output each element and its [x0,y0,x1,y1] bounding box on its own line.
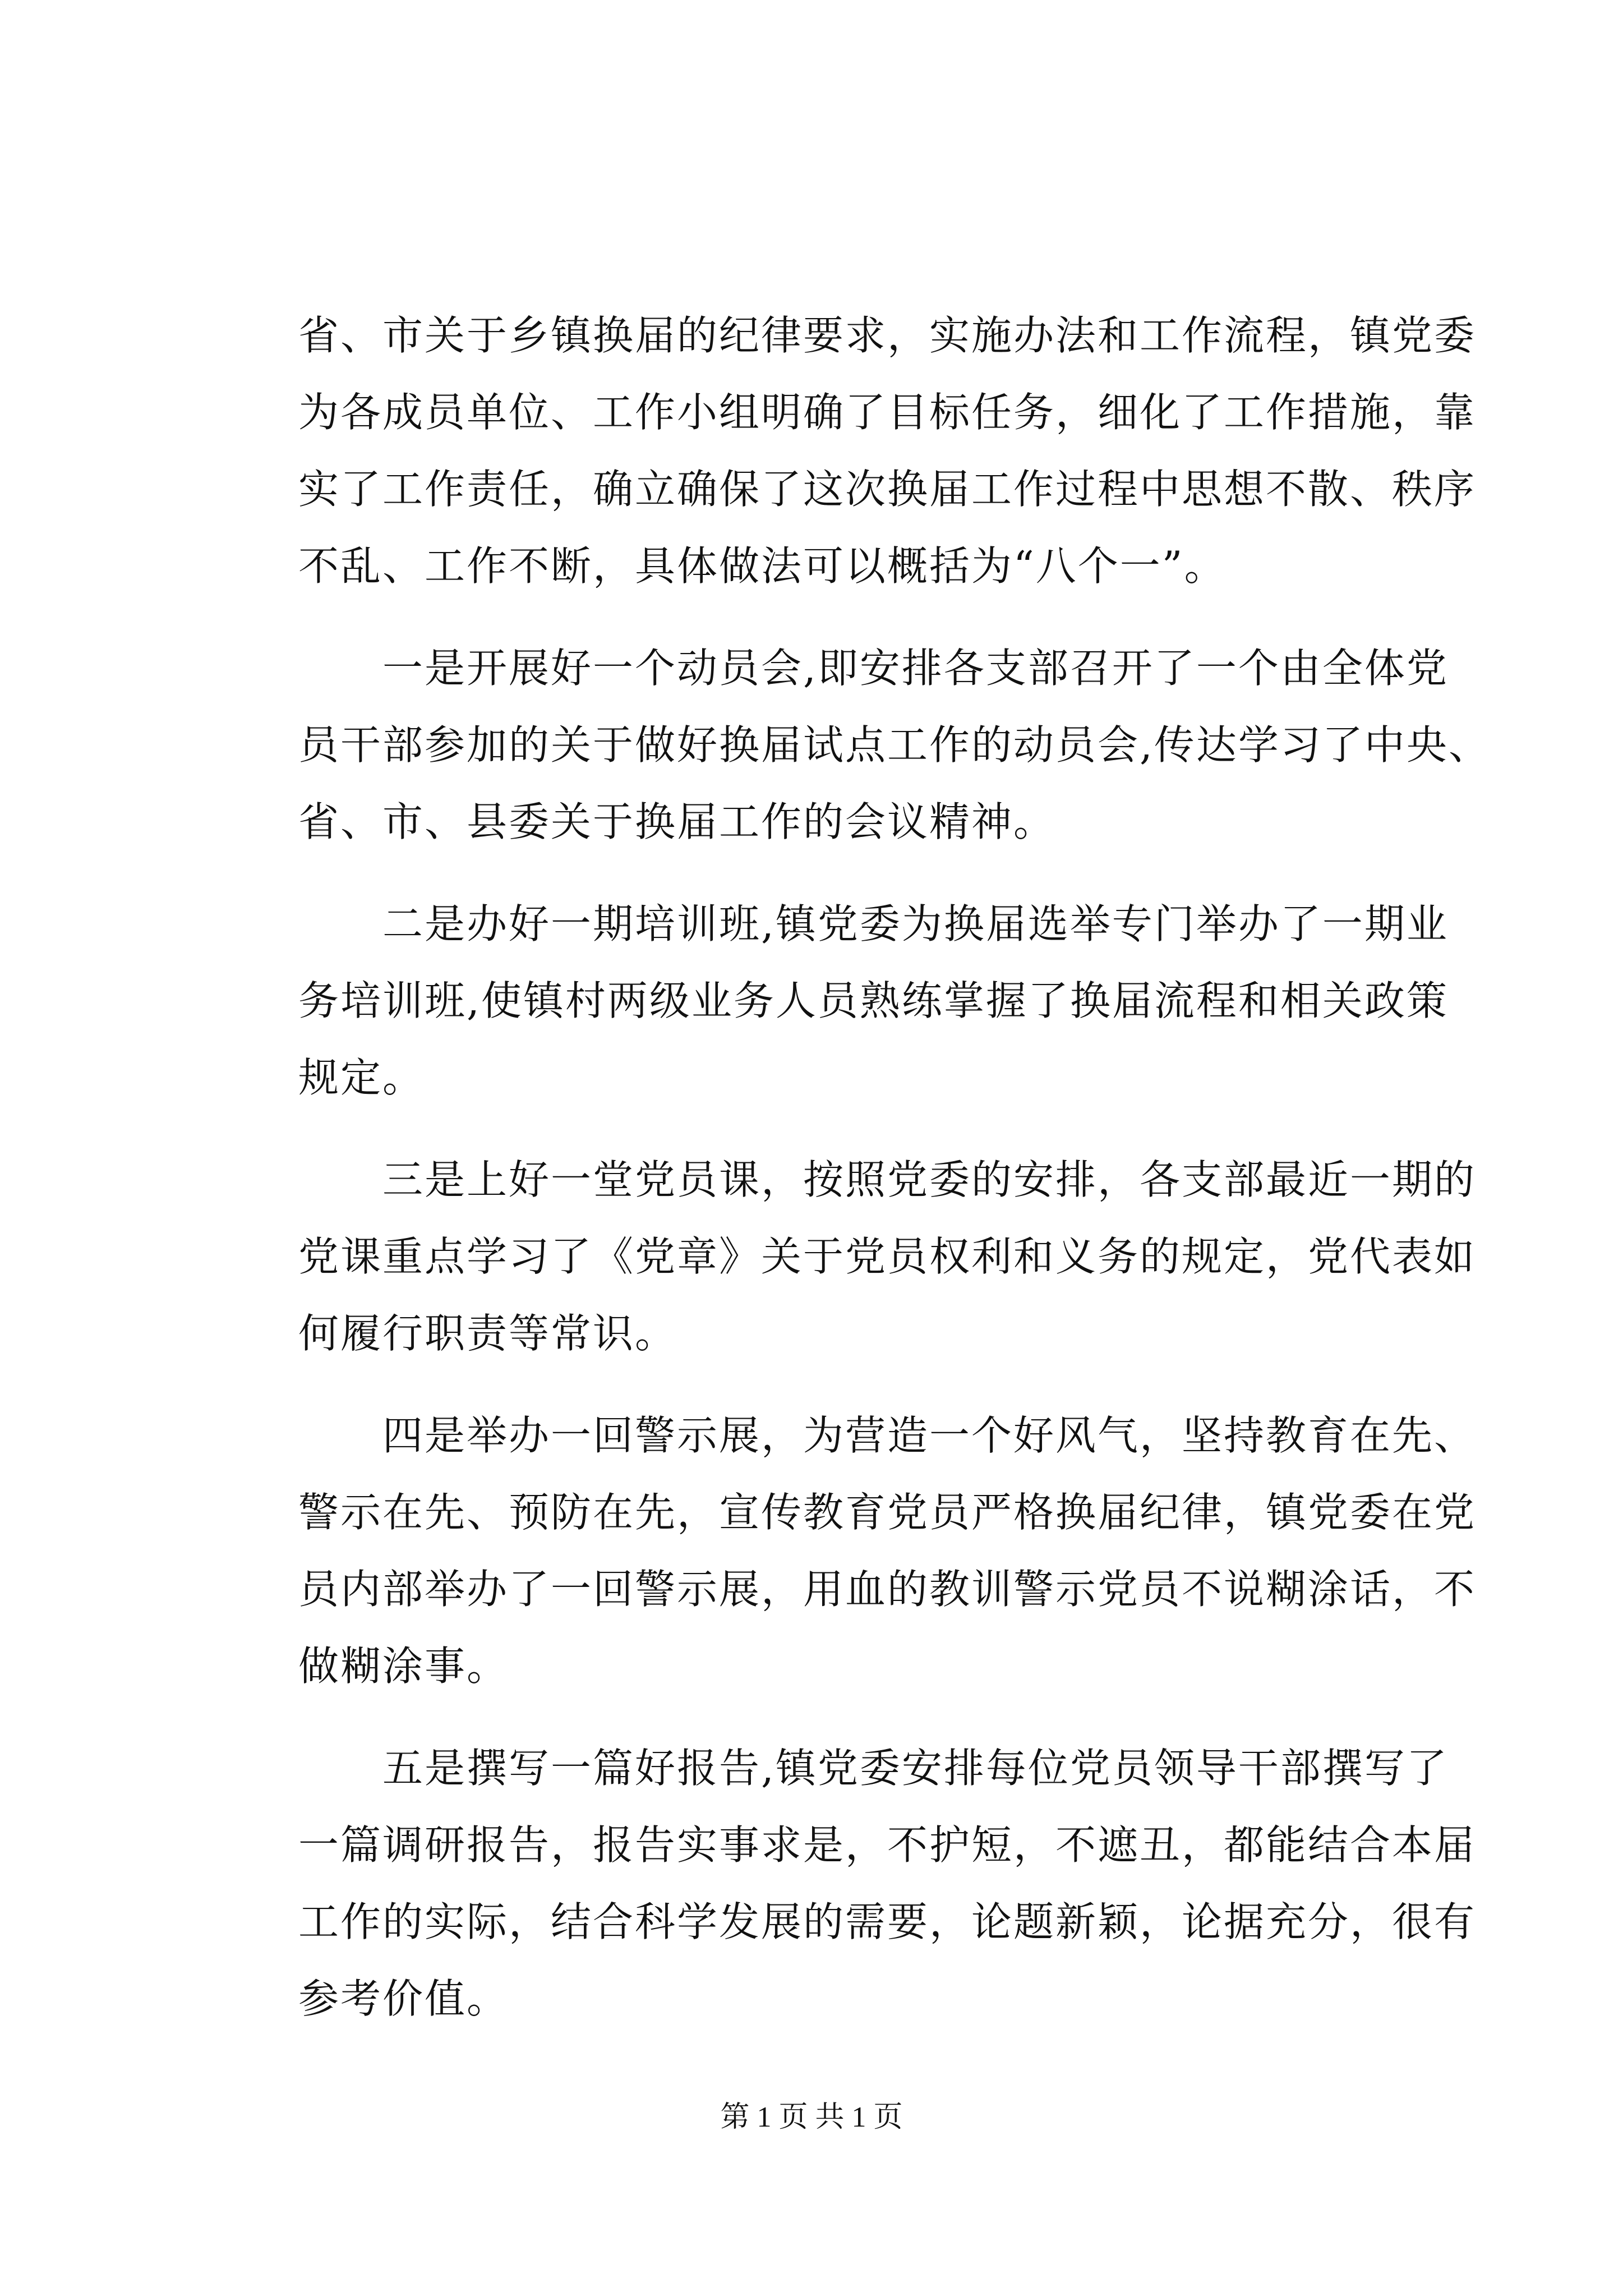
text-line: 规定。 [298,1054,425,1101]
text-line: 省、市、县委关于换届工作的会议精神。 [298,798,1056,845]
text-line: 不乱、工作不断，具体做法可以概括为“八个一”。 [298,542,1227,590]
text-line: 四是举办一回警示展，为营造一个好风气，坚持教育在先、 [382,1412,1477,1459]
text-line: 三是上好一堂党员课，按照党委的安排，各支部最近一期的 [382,1156,1477,1203]
text-line: 员内部举办了一回警示展，用血的教训警示党员不说糊涂话，不 [298,1566,1477,1613]
text-line: 实了工作责任，确立确保了这次换届工作过程中思想不散、秩序 [298,466,1477,513]
paragraph [298,1730,1477,2037]
text-line: 为各成员单位、工作小组明确了目标任务，细化了工作措施，靠 [298,389,1477,436]
paragraph [298,297,1477,605]
text-line: 一是开展好一个动员会,即安排各支部召开了一个由全体党 [382,645,1449,692]
page-footer [0,2101,1623,2134]
text-line: 何履行职责等常识。 [298,1310,677,1357]
document-body [298,297,1491,2037]
text-line: 警示在先、预防在先，宣传教育党员严格换届纪律，镇党委在党 [298,1489,1477,1536]
text-line: 五是撰写一篇好报告,镇党委安排每位党员领导干部撰写了 [382,1745,1449,1792]
text-line: 省、市关于乡镇换届的纪律要求，实施办法和工作流程，镇党委 [298,312,1477,359]
text-line: 务培训班,使镇村两级业务人员熟练掌握了换届流程和相关政策 [298,977,1449,1024]
text-line: 二是办好一期培训班,镇党委为换届选举专门举办了一期业 [382,900,1449,947]
text-line: 党课重点学习了《党章》关于党员权利和义务的规定，党代表如 [298,1233,1477,1280]
text-line: 员干部参加的关于做好换届试点工作的动员会,传达学习了中央、 [298,721,1491,769]
paragraph [298,1397,1477,1705]
text-line: 工作的实际，结合科学发展的需要，论题新颖，论据充分，很有 [298,1898,1477,1945]
text-line: 做糊涂事。 [298,1642,509,1690]
paragraph [298,886,1449,1116]
paragraph [298,1142,1477,1372]
page-number-label: 第 1 页 共 1 页 [720,2101,903,2133]
text-line: 一篇调研报告，报告实事求是，不护短，不遮丑，都能结合本届 [298,1821,1477,1869]
paragraph [298,630,1491,861]
text-line: 参考价值。 [298,1975,509,2022]
